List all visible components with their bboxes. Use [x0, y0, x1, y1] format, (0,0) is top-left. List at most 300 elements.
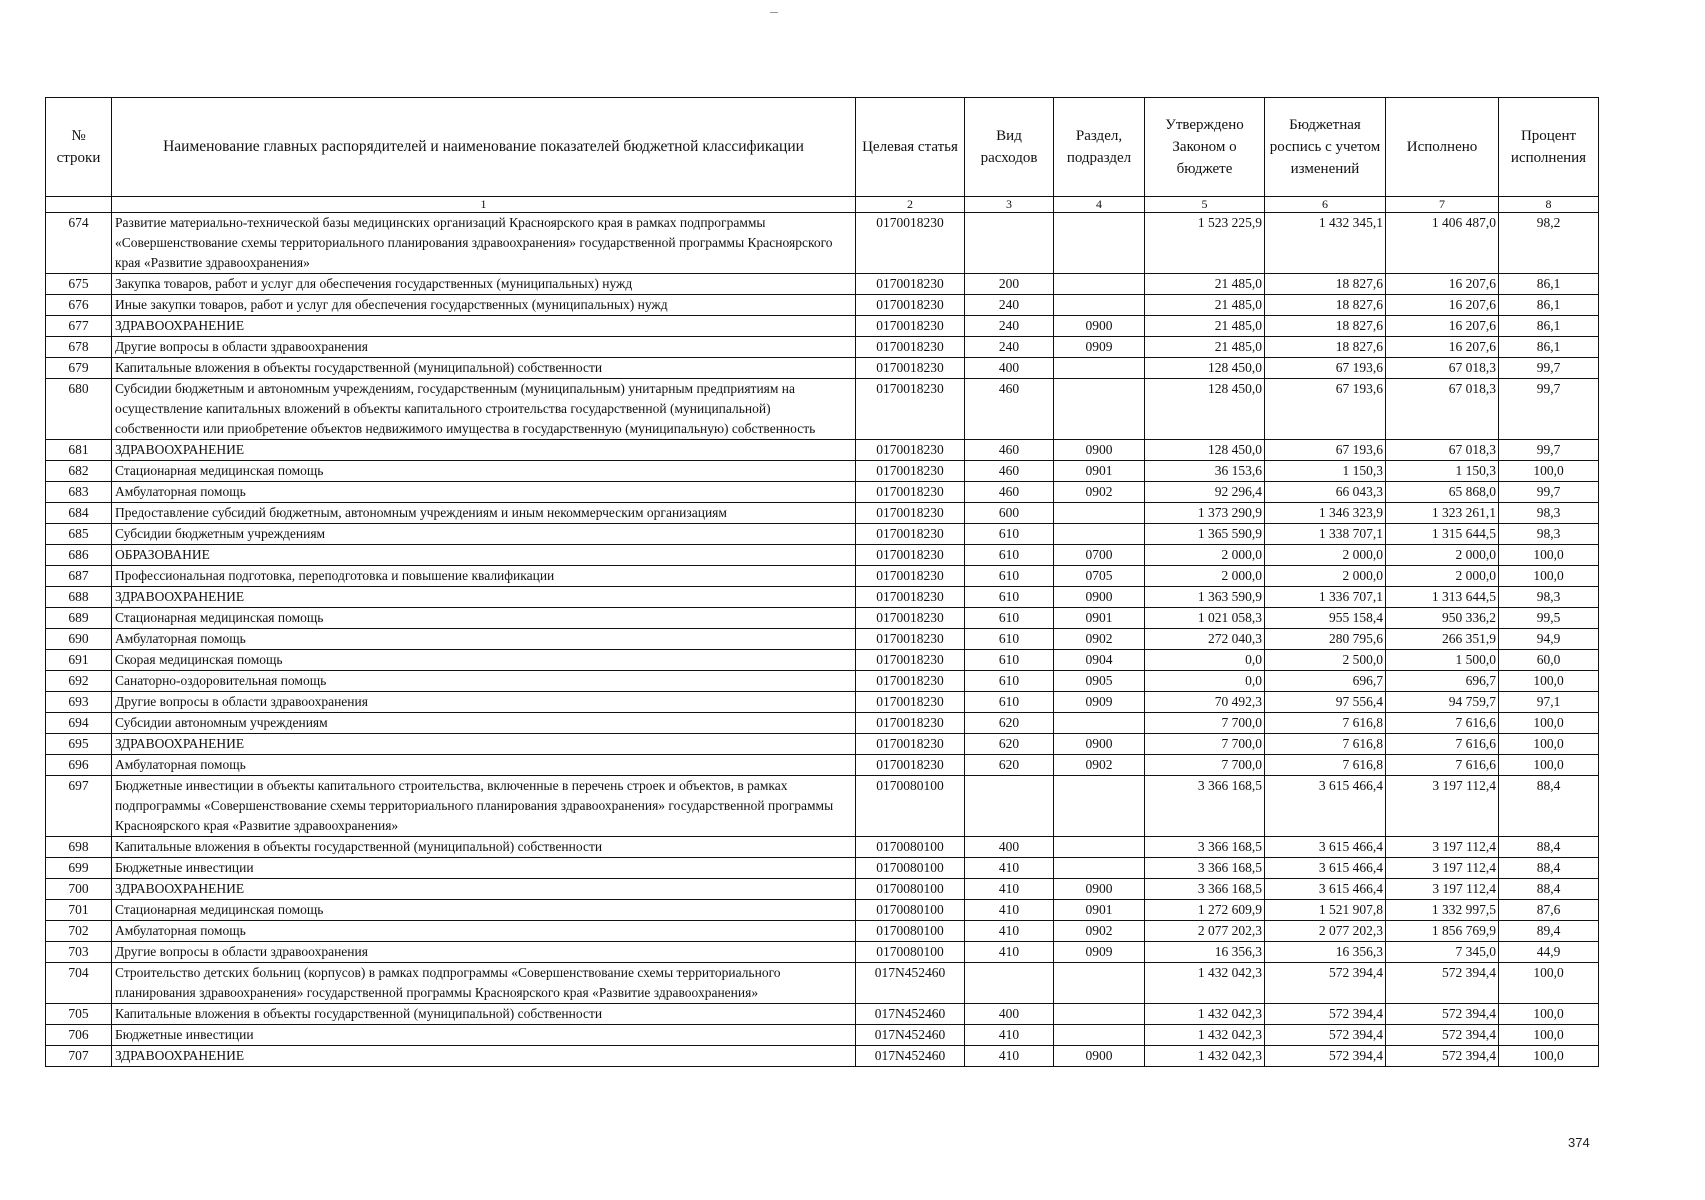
approved-cell: 2 000,0 [1145, 566, 1265, 587]
table-row [46, 879, 1599, 900]
budget-schedule-cell: 67 193,6 [1265, 440, 1386, 461]
row-number-cell: 676 [46, 295, 112, 316]
percent-cell: 98,3 [1499, 587, 1599, 608]
target-article-cell: 0170018230 [856, 545, 965, 566]
percent-cell: 99,7 [1499, 440, 1599, 461]
budget-schedule-cell: 955 158,4 [1265, 608, 1386, 629]
table-row [46, 482, 1599, 503]
expense-type-cell: 460 [965, 482, 1054, 503]
approved-cell: 7 700,0 [1145, 734, 1265, 755]
table-row [46, 692, 1599, 713]
section-cell: 0901 [1054, 461, 1145, 482]
row-name-cell: Развитие материально-технической базы медицинских организаций Красноярского края в рамках подпрограммы «Совершенствование схемы территориального планирования здравоохранения» государственной программы Красноярского края «Развитие здравоохранения» [112, 213, 856, 274]
section-cell: 0900 [1054, 734, 1145, 755]
executed-cell: 1 332 997,5 [1386, 900, 1499, 921]
executed-cell: 7 345,0 [1386, 942, 1499, 963]
expense-type-cell: 400 [965, 358, 1054, 379]
percent-cell: 99,7 [1499, 379, 1599, 440]
approved-cell: 21 485,0 [1145, 274, 1265, 295]
executed-cell: 266 351,9 [1386, 629, 1499, 650]
header-section: Раздел, подраздел [1054, 98, 1145, 197]
executed-cell: 94 759,7 [1386, 692, 1499, 713]
section-cell [1054, 1025, 1145, 1046]
approved-cell: 21 485,0 [1145, 295, 1265, 316]
expense-type-cell: 460 [965, 461, 1054, 482]
table-row [46, 921, 1599, 942]
budget-schedule-cell: 18 827,6 [1265, 316, 1386, 337]
header-row [46, 98, 1599, 197]
approved-cell: 1 373 290,9 [1145, 503, 1265, 524]
column-number: 5 [1145, 197, 1265, 213]
approved-cell: 2 000,0 [1145, 545, 1265, 566]
table-row [46, 650, 1599, 671]
row-name-cell: Скорая медицинская помощь [112, 650, 856, 671]
percent-cell: 87,6 [1499, 900, 1599, 921]
budget-schedule-cell: 18 827,6 [1265, 337, 1386, 358]
approved-cell: 16 356,3 [1145, 942, 1265, 963]
row-number-cell: 689 [46, 608, 112, 629]
row-number-cell: 692 [46, 671, 112, 692]
section-cell: 0900 [1054, 879, 1145, 900]
row-number-cell: 704 [46, 963, 112, 1004]
percent-cell: 98,3 [1499, 524, 1599, 545]
header-budget-schedule: Бюджетная роспись с учетом изменений [1265, 98, 1386, 197]
expense-type-cell: 400 [965, 1004, 1054, 1025]
scan-mark [770, 12, 778, 13]
percent-cell: 100,0 [1499, 545, 1599, 566]
row-name-cell: Субсидии бюджетным учреждениям [112, 524, 856, 545]
row-number-cell: 683 [46, 482, 112, 503]
section-cell [1054, 776, 1145, 837]
budget-schedule-cell: 2 000,0 [1265, 566, 1386, 587]
row-name-cell: ЗДРАВООХРАНЕНИЕ [112, 734, 856, 755]
table-row [46, 608, 1599, 629]
expense-type-cell: 620 [965, 755, 1054, 776]
row-name-cell: Капитальные вложения в объекты государственной (муниципальной) собственности [112, 837, 856, 858]
target-article-cell: 0170018230 [856, 734, 965, 755]
budget-schedule-cell: 3 615 466,4 [1265, 858, 1386, 879]
target-article-cell: 0170018230 [856, 358, 965, 379]
percent-cell: 86,1 [1499, 274, 1599, 295]
percent-cell: 86,1 [1499, 337, 1599, 358]
executed-cell: 1 500,0 [1386, 650, 1499, 671]
target-article-cell: 0170018230 [856, 566, 965, 587]
approved-cell: 1 021 058,3 [1145, 608, 1265, 629]
row-number-cell: 681 [46, 440, 112, 461]
percent-cell: 86,1 [1499, 295, 1599, 316]
budget-schedule-cell: 1 338 707,1 [1265, 524, 1386, 545]
section-cell: 0909 [1054, 337, 1145, 358]
row-number-cell: 679 [46, 358, 112, 379]
percent-cell: 88,4 [1499, 837, 1599, 858]
row-name-cell: ЗДРАВООХРАНЕНИЕ [112, 879, 856, 900]
budget-schedule-cell: 696,7 [1265, 671, 1386, 692]
target-article-cell: 0170080100 [856, 879, 965, 900]
executed-cell: 1 323 261,1 [1386, 503, 1499, 524]
table-row [46, 963, 1599, 1004]
executed-cell: 67 018,3 [1386, 440, 1499, 461]
percent-cell: 100,0 [1499, 755, 1599, 776]
section-cell: 0705 [1054, 566, 1145, 587]
target-article-cell: 0170018230 [856, 213, 965, 274]
budget-schedule-cell: 1 346 323,9 [1265, 503, 1386, 524]
column-number: 2 [856, 197, 965, 213]
expense-type-cell: 610 [965, 650, 1054, 671]
expense-type-cell: 610 [965, 524, 1054, 545]
budget-table-container [45, 97, 1599, 1067]
target-article-cell: 0170018230 [856, 755, 965, 776]
budget-schedule-cell: 572 394,4 [1265, 1004, 1386, 1025]
budget-schedule-cell: 280 795,6 [1265, 629, 1386, 650]
expense-type-cell: 410 [965, 1025, 1054, 1046]
approved-cell: 0,0 [1145, 671, 1265, 692]
budget-schedule-cell: 1 336 707,1 [1265, 587, 1386, 608]
expense-type-cell [965, 776, 1054, 837]
approved-cell: 1 432 042,3 [1145, 1004, 1265, 1025]
section-cell: 0901 [1054, 608, 1145, 629]
target-article-cell: 0170080100 [856, 942, 965, 963]
executed-cell: 16 207,6 [1386, 316, 1499, 337]
table-row [46, 440, 1599, 461]
expense-type-cell: 240 [965, 316, 1054, 337]
percent-cell: 88,4 [1499, 858, 1599, 879]
table-row [46, 524, 1599, 545]
table-row [46, 316, 1599, 337]
percent-cell: 98,2 [1499, 213, 1599, 274]
row-name-cell: ЗДРАВООХРАНЕНИЕ [112, 316, 856, 337]
row-name-cell: Другие вопросы в области здравоохранения [112, 942, 856, 963]
row-number-cell: 677 [46, 316, 112, 337]
approved-cell: 21 485,0 [1145, 316, 1265, 337]
percent-cell: 86,1 [1499, 316, 1599, 337]
table-row [46, 503, 1599, 524]
target-article-cell: 017N452460 [856, 963, 965, 1004]
percent-cell: 100,0 [1499, 671, 1599, 692]
table-row [46, 213, 1599, 274]
row-name-cell: Профессиональная подготовка, переподготовка и повышение квалификации [112, 566, 856, 587]
column-number: 7 [1386, 197, 1499, 213]
row-name-cell: Другие вопросы в области здравоохранения [112, 692, 856, 713]
table-row [46, 755, 1599, 776]
expense-type-cell: 610 [965, 566, 1054, 587]
percent-cell: 100,0 [1499, 1004, 1599, 1025]
row-number-cell: 700 [46, 879, 112, 900]
expense-type-cell: 610 [965, 692, 1054, 713]
budget-schedule-cell: 3 615 466,4 [1265, 837, 1386, 858]
row-name-cell: Бюджетные инвестиции [112, 858, 856, 879]
executed-cell: 3 197 112,4 [1386, 858, 1499, 879]
table-row [46, 734, 1599, 755]
row-number-cell: 701 [46, 900, 112, 921]
row-name-cell: Амбулаторная помощь [112, 629, 856, 650]
approved-cell: 1 523 225,9 [1145, 213, 1265, 274]
target-article-cell: 0170018230 [856, 524, 965, 545]
approved-cell: 21 485,0 [1145, 337, 1265, 358]
target-article-cell: 0170080100 [856, 921, 965, 942]
row-number-cell: 702 [46, 921, 112, 942]
executed-cell: 950 336,2 [1386, 608, 1499, 629]
section-cell [1054, 379, 1145, 440]
row-number-cell: 674 [46, 213, 112, 274]
table-row [46, 858, 1599, 879]
row-number-cell: 687 [46, 566, 112, 587]
percent-cell: 100,0 [1499, 1046, 1599, 1067]
section-cell [1054, 213, 1145, 274]
expense-type-cell: 410 [965, 900, 1054, 921]
table-row [46, 274, 1599, 295]
expense-type-cell [965, 963, 1054, 1004]
section-cell [1054, 524, 1145, 545]
header-target-article: Целевая статья [856, 98, 965, 197]
executed-cell: 572 394,4 [1386, 1004, 1499, 1025]
approved-cell: 3 366 168,5 [1145, 837, 1265, 858]
budget-schedule-cell: 1 521 907,8 [1265, 900, 1386, 921]
executed-cell: 572 394,4 [1386, 1046, 1499, 1067]
target-article-cell: 0170018230 [856, 461, 965, 482]
section-cell [1054, 963, 1145, 1004]
budget-schedule-cell: 67 193,6 [1265, 379, 1386, 440]
row-name-cell: Стационарная медицинская помощь [112, 461, 856, 482]
approved-cell: 0,0 [1145, 650, 1265, 671]
percent-cell: 99,7 [1499, 358, 1599, 379]
table-row [46, 776, 1599, 837]
budget-schedule-cell: 7 616,8 [1265, 713, 1386, 734]
percent-cell: 100,0 [1499, 1025, 1599, 1046]
row-number-cell: 696 [46, 755, 112, 776]
executed-cell: 1 856 769,9 [1386, 921, 1499, 942]
row-number-cell: 675 [46, 274, 112, 295]
row-name-cell: ЗДРАВООХРАНЕНИЕ [112, 440, 856, 461]
budget-schedule-cell: 7 616,8 [1265, 734, 1386, 755]
expense-type-cell [965, 213, 1054, 274]
executed-cell: 65 868,0 [1386, 482, 1499, 503]
executed-cell: 16 207,6 [1386, 274, 1499, 295]
row-name-cell: Бюджетные инвестиции в объекты капитального строительства, включенные в перечень строек и объектов, в рамках подпрограммы «Совершенствование схемы территориального планирования здравоохранения» государственной программы Красноярского края «Развитие здравоохранения» [112, 776, 856, 837]
column-number: 3 [965, 197, 1054, 213]
section-cell: 0902 [1054, 755, 1145, 776]
target-article-cell: 0170018230 [856, 379, 965, 440]
percent-cell: 100,0 [1499, 713, 1599, 734]
row-number-cell: 706 [46, 1025, 112, 1046]
section-cell: 0905 [1054, 671, 1145, 692]
budget-schedule-cell: 16 356,3 [1265, 942, 1386, 963]
approved-cell: 1 365 590,9 [1145, 524, 1265, 545]
approved-cell: 1 432 042,3 [1145, 1046, 1265, 1067]
expense-type-cell: 610 [965, 608, 1054, 629]
budget-schedule-cell: 3 615 466,4 [1265, 879, 1386, 900]
executed-cell: 7 616,6 [1386, 755, 1499, 776]
target-article-cell: 0170018230 [856, 440, 965, 461]
target-article-cell: 0170080100 [856, 776, 965, 837]
header-approved: Утверждено Законом о бюджете [1145, 98, 1265, 197]
section-cell: 0902 [1054, 629, 1145, 650]
percent-cell: 97,1 [1499, 692, 1599, 713]
budget-schedule-cell: 3 615 466,4 [1265, 776, 1386, 837]
section-cell: 0700 [1054, 545, 1145, 566]
expense-type-cell: 410 [965, 921, 1054, 942]
section-cell: 0901 [1054, 900, 1145, 921]
section-cell [1054, 1004, 1145, 1025]
header-name: Наименование главных распорядителей и наименование показателей бюджетной классификации [112, 98, 856, 197]
target-article-cell: 0170080100 [856, 858, 965, 879]
percent-cell: 44,9 [1499, 942, 1599, 963]
executed-cell: 3 197 112,4 [1386, 879, 1499, 900]
percent-cell: 100,0 [1499, 461, 1599, 482]
table-row [46, 837, 1599, 858]
row-number-cell: 685 [46, 524, 112, 545]
expense-type-cell: 600 [965, 503, 1054, 524]
column-number: 8 [1499, 197, 1599, 213]
executed-cell: 3 197 112,4 [1386, 837, 1499, 858]
percent-cell: 100,0 [1499, 734, 1599, 755]
target-article-cell: 0170018230 [856, 713, 965, 734]
target-article-cell: 0170018230 [856, 503, 965, 524]
target-article-cell: 017N452460 [856, 1025, 965, 1046]
table-row [46, 942, 1599, 963]
budget-schedule-cell: 572 394,4 [1265, 1046, 1386, 1067]
table-row [46, 1046, 1599, 1067]
approved-cell: 2 077 202,3 [1145, 921, 1265, 942]
section-cell: 0902 [1054, 482, 1145, 503]
budget-schedule-cell: 18 827,6 [1265, 295, 1386, 316]
expense-type-cell: 610 [965, 629, 1054, 650]
percent-cell: 99,5 [1499, 608, 1599, 629]
row-name-cell: Иные закупки товаров, работ и услуг для обеспечения государственных (муниципальных) нужд [112, 295, 856, 316]
budget-schedule-cell: 2 500,0 [1265, 650, 1386, 671]
executed-cell: 1 315 644,5 [1386, 524, 1499, 545]
expense-type-cell: 410 [965, 942, 1054, 963]
table-row [46, 379, 1599, 440]
executed-cell: 572 394,4 [1386, 1025, 1499, 1046]
target-article-cell: 0170018230 [856, 692, 965, 713]
header-row-number: № строки [46, 98, 112, 197]
approved-cell: 36 153,6 [1145, 461, 1265, 482]
budget-schedule-cell: 97 556,4 [1265, 692, 1386, 713]
table-body [46, 213, 1599, 1067]
column-number: 1 [112, 197, 856, 213]
row-name-cell: ЗДРАВООХРАНЕНИЕ [112, 1046, 856, 1067]
executed-cell: 67 018,3 [1386, 379, 1499, 440]
approved-cell: 128 450,0 [1145, 440, 1265, 461]
row-name-cell: Стационарная медицинская помощь [112, 900, 856, 921]
section-cell [1054, 503, 1145, 524]
section-cell: 0900 [1054, 440, 1145, 461]
row-name-cell: Бюджетные инвестиции [112, 1025, 856, 1046]
approved-cell: 70 492,3 [1145, 692, 1265, 713]
row-number-cell: 684 [46, 503, 112, 524]
budget-schedule-cell: 572 394,4 [1265, 963, 1386, 1004]
target-article-cell: 0170080100 [856, 900, 965, 921]
executed-cell: 16 207,6 [1386, 337, 1499, 358]
row-number-cell: 680 [46, 379, 112, 440]
approved-cell: 3 366 168,5 [1145, 858, 1265, 879]
executed-cell: 1 313 644,5 [1386, 587, 1499, 608]
row-name-cell: Субсидии бюджетным и автономным учреждениям, государственным (муниципальным) унитарным предприятиям на осуществление капитальных вложений в объекты капитального строительства государственной (муниципальной) собственности или приобретение объектов недвижимого имущества в государственную (муниципальную) собственность [112, 379, 856, 440]
table-row [46, 1025, 1599, 1046]
expense-type-cell: 460 [965, 440, 1054, 461]
column-number-blank [46, 197, 112, 213]
approved-cell: 92 296,4 [1145, 482, 1265, 503]
executed-cell: 67 018,3 [1386, 358, 1499, 379]
table-row [46, 461, 1599, 482]
section-cell: 0909 [1054, 692, 1145, 713]
executed-cell: 2 000,0 [1386, 545, 1499, 566]
table-row [46, 671, 1599, 692]
target-article-cell: 0170018230 [856, 650, 965, 671]
expense-type-cell: 460 [965, 379, 1054, 440]
row-name-cell: Амбулаторная помощь [112, 482, 856, 503]
expense-type-cell: 610 [965, 587, 1054, 608]
table-row [46, 900, 1599, 921]
row-number-cell: 699 [46, 858, 112, 879]
section-cell [1054, 358, 1145, 379]
section-cell: 0900 [1054, 587, 1145, 608]
target-article-cell: 0170018230 [856, 274, 965, 295]
table-row [46, 295, 1599, 316]
row-number-cell: 691 [46, 650, 112, 671]
row-number-cell: 688 [46, 587, 112, 608]
expense-type-cell: 620 [965, 713, 1054, 734]
target-article-cell: 0170018230 [856, 629, 965, 650]
header-expense-type: Вид расходов [965, 98, 1054, 197]
target-article-cell: 0170018230 [856, 587, 965, 608]
section-cell [1054, 858, 1145, 879]
table-row [46, 713, 1599, 734]
executed-cell: 3 197 112,4 [1386, 776, 1499, 837]
row-number-cell: 693 [46, 692, 112, 713]
budget-schedule-cell: 2 000,0 [1265, 545, 1386, 566]
expense-type-cell: 200 [965, 274, 1054, 295]
approved-cell: 3 366 168,5 [1145, 879, 1265, 900]
row-number-cell: 678 [46, 337, 112, 358]
expense-type-cell: 620 [965, 734, 1054, 755]
budget-schedule-cell: 7 616,8 [1265, 755, 1386, 776]
approved-cell: 128 450,0 [1145, 379, 1265, 440]
section-cell: 0904 [1054, 650, 1145, 671]
target-article-cell: 017N452460 [856, 1046, 965, 1067]
percent-cell: 89,4 [1499, 921, 1599, 942]
target-article-cell: 0170080100 [856, 837, 965, 858]
expense-type-cell: 410 [965, 858, 1054, 879]
table-row [46, 1004, 1599, 1025]
row-name-cell: Субсидии автономным учреждениям [112, 713, 856, 734]
section-cell [1054, 837, 1145, 858]
row-name-cell: Другие вопросы в области здравоохранения [112, 337, 856, 358]
executed-cell: 7 616,6 [1386, 734, 1499, 755]
budget-schedule-cell: 1 150,3 [1265, 461, 1386, 482]
budget-schedule-cell: 1 432 345,1 [1265, 213, 1386, 274]
expense-type-cell: 610 [965, 671, 1054, 692]
approved-cell: 7 700,0 [1145, 713, 1265, 734]
expense-type-cell: 240 [965, 337, 1054, 358]
section-cell [1054, 713, 1145, 734]
table-row [46, 337, 1599, 358]
column-number-row [46, 197, 1599, 213]
row-number-cell: 698 [46, 837, 112, 858]
target-article-cell: 0170018230 [856, 337, 965, 358]
table-header [46, 98, 1599, 213]
table-row [46, 358, 1599, 379]
approved-cell: 7 700,0 [1145, 755, 1265, 776]
expense-type-cell: 610 [965, 545, 1054, 566]
target-article-cell: 0170018230 [856, 295, 965, 316]
row-number-cell: 694 [46, 713, 112, 734]
section-cell: 0900 [1054, 1046, 1145, 1067]
executed-cell: 7 616,6 [1386, 713, 1499, 734]
approved-cell: 1 272 609,9 [1145, 900, 1265, 921]
target-article-cell: 0170018230 [856, 316, 965, 337]
section-cell: 0900 [1054, 316, 1145, 337]
